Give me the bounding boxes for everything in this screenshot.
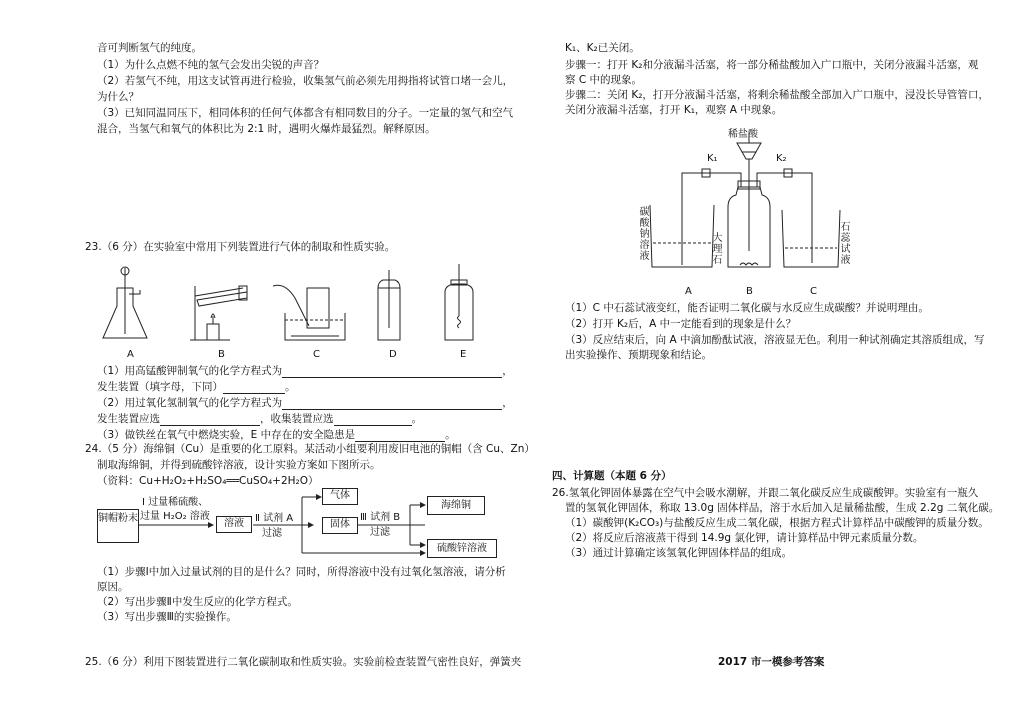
q25-title: 25.（6 分）利用下图装置进行二氧化碳制取和性质实验。实验前检查装置气密性良好，弹簧夹: [85, 656, 522, 668]
right-top-line-1: K₁、K₂已关闭。: [565, 42, 640, 54]
q24-question-1b: 原因。: [97, 581, 129, 593]
q25-question-3a: （3）反应结束后，向 A 中滴加酚酞试液，溶液显无色。利用一种试剂确定其溶质组成，写: [565, 334, 985, 346]
q24-resource: （资料：Cu+H₂O₂+H₂SO₄══CuSO₄+2H₂O）: [97, 475, 319, 487]
flow-step2-top: Ⅱ 试剂 A: [255, 513, 294, 524]
comma: ，: [502, 397, 513, 409]
right-liquid-label: 石蕊试液: [840, 222, 851, 266]
acid-label: 稀盐酸: [728, 129, 758, 140]
intro-line-5: （3）已知同温同压下，相同体积的任何气体都含有相同数目的分子。一定量的氢气和空气: [97, 107, 514, 119]
q24-question-2: （2）写出步骤Ⅱ中发生反应的化学方程式。: [97, 596, 298, 608]
q24-line2: 制取海绵铜，并得到硫酸锌溶液，设计实验方案如下图所示。: [97, 459, 381, 471]
flow-solid-box: [322, 517, 358, 534]
flow-solution-box: [216, 516, 252, 533]
flow-step2-bottom: 过滤: [262, 528, 282, 539]
section-4-heading: 四、计算题（本题 6 分）: [552, 470, 672, 482]
answer-blank[interactable]: [355, 430, 445, 442]
flow-step3-bottom: 过滤: [370, 527, 390, 538]
q23-part1-line2: [97, 380, 296, 394]
period: 。: [445, 429, 456, 441]
q23-part2-text: （2）用过氧化氢制氧气的化学方程式为: [97, 397, 283, 409]
k2-label[interactable]: K₂: [776, 153, 787, 164]
flow-step1-top: Ⅰ 过量稀硫酸、: [142, 497, 209, 508]
q26-question-2: （2）将反应后溶液蒸干得到 14.9g 氯化钾，请计算样品中钾元素质量分数。: [565, 532, 924, 544]
k1-label[interactable]: K₁: [707, 153, 718, 164]
q26-question-1: （1）碳酸钾(K₂CO₃)与盐酸反应生成二氧化碳，根据方程式计算样品中碳酸钾的质量分数。: [565, 517, 989, 529]
right-top-line-2: 步骤一：打开 K₂和分液漏斗活塞，将一部分稀盐酸加入广口瓶中，关闭分液漏斗活塞，观: [565, 59, 979, 71]
footer-answer-title: 2017 市一模参考答案: [718, 656, 825, 668]
q24-question-3: （3）写出步骤Ⅲ的实验操作。: [97, 611, 237, 623]
right-top-line-3: 察 C 中的现象。: [565, 74, 643, 86]
flow-step1-bottom: 过量 H₂O₂ 溶液: [140, 511, 210, 522]
q23-part1-text: （1）用高锰酸钾制氧气的化学方程式为: [97, 365, 283, 377]
answer-blank[interactable]: [282, 398, 502, 410]
flow-step3-top: Ⅲ 试剂 B: [360, 512, 401, 523]
q25-apparatus-drawing: [640, 125, 855, 275]
left-liquid-label: 碳酸钠溶液: [639, 207, 650, 262]
q26-line-1: 26.氢氧化钾固体暴露在空气中会吸水潮解，并跟二氧化碳反应生成碳酸钾。实验室有一瓶久: [552, 487, 979, 499]
q26-question-3: （3）通过计算确定该氢氧化钾固体样品的组成。: [565, 547, 793, 559]
q24-line1: 24.（5 分）海绵铜（Cu）是重要的化工原料。某活动小组要利用废旧电池的铜帽（含 Cu、Zn）: [85, 443, 535, 455]
apparatus-label-c: C: [810, 286, 817, 297]
q24-question-1a: （1）步骤Ⅰ中加入过量试剂的目的是什么？同时，所得溶液中没有过氧化氢溶液，请分析: [97, 566, 506, 578]
q23-apparatus-drawing: [95, 258, 485, 348]
q23-part2c-text: ，收集装置应选: [260, 413, 334, 425]
intro-line-2: （1）为什么点燃不纯的氢气会发出尖锐的声音？: [97, 59, 325, 71]
flow-start-box: [97, 509, 139, 543]
marble-label: 大理石: [712, 233, 723, 266]
apparatus-label-b: B: [218, 349, 225, 360]
q23-part3-text: （3）做铁丝在氧气中燃烧实验，E 中存在的安全隐患是: [97, 429, 356, 441]
apparatus-label-b: B: [746, 286, 753, 297]
right-top-line-4: 步骤二：关闭 K₂，打开分液漏斗活塞，将剩余稀盐酸全部加入广口瓶中，浸没长导管管口，: [565, 89, 989, 101]
q25-question-3b: 出实验操作、预期现象和结论。: [565, 349, 712, 361]
flow-solid-label: 固体: [330, 519, 350, 530]
comma: ，: [502, 365, 513, 377]
flow-znso4-box: [427, 539, 497, 558]
q23-part2-line1: [97, 396, 513, 410]
answer-blank[interactable]: [282, 366, 502, 378]
flow-start-label: 铜帽粉末: [98, 513, 138, 524]
q25-question-2: （2）打开 K₂后，A 中一定能看到的现象是什么？: [565, 318, 797, 330]
intro-line-4: 为什么？: [97, 91, 139, 103]
intro-line-1: 音可判断氢气的纯度。: [97, 42, 202, 54]
flow-solution-label: 溶液: [224, 518, 244, 529]
apparatus-label-a: A: [685, 286, 692, 297]
q26-line-2: 置的氢氧化钾固体，称取 13.0g 固体样品，溶于水后加入足量稀盐酸，生成 2.2g 二氧化碳。: [565, 502, 1000, 514]
q23-part2-line2: [97, 412, 422, 426]
flow-sponge-cu-label: 海绵铜: [441, 500, 471, 511]
q23-part2b-text: 发生装置应选: [97, 413, 160, 425]
flow-znso4-label: 硫酸锌溶液: [437, 543, 487, 554]
q23-part1-line1: [97, 364, 513, 378]
intro-line-6: 混合，当氢气和氧气的体积比为 2:1 时，遇明火爆炸最猛烈。解释原因。: [97, 123, 436, 135]
apparatus-label-d: D: [389, 349, 397, 360]
flow-sponge-cu-box: [427, 496, 485, 515]
apparatus-label-e: E: [460, 349, 467, 360]
flow-gas-label: 气体: [330, 490, 350, 501]
right-top-line-5: 关闭分液漏斗活塞，打开 K₁，观察 A 中现象。: [565, 104, 783, 116]
period: 。: [411, 413, 422, 425]
intro-line-3: （2）若氢气不纯，用这支试管再进行检验，收集氢气前必须先用拇指将试管口堵一会儿，: [97, 75, 514, 87]
q23-part3: [97, 428, 456, 442]
flow-gas-box: [322, 488, 358, 505]
answer-blank[interactable]: [160, 414, 260, 426]
answer-blank[interactable]: [223, 382, 285, 394]
apparatus-label-c: C: [313, 349, 320, 360]
q23-title: 23.（6 分）在实验室中常用下列装置进行气体的制取和性质实验。: [85, 241, 396, 253]
q23-part1b-text: 发生装置（填字母，下同）: [97, 381, 223, 393]
q25-question-1: （1）C 中石蕊试液变红，能否证明二氧化碳与水反应生成碳酸？并说明理由。: [565, 302, 929, 314]
period: 。: [285, 381, 296, 393]
apparatus-label-a: A: [127, 349, 134, 360]
answer-blank[interactable]: [334, 414, 412, 426]
